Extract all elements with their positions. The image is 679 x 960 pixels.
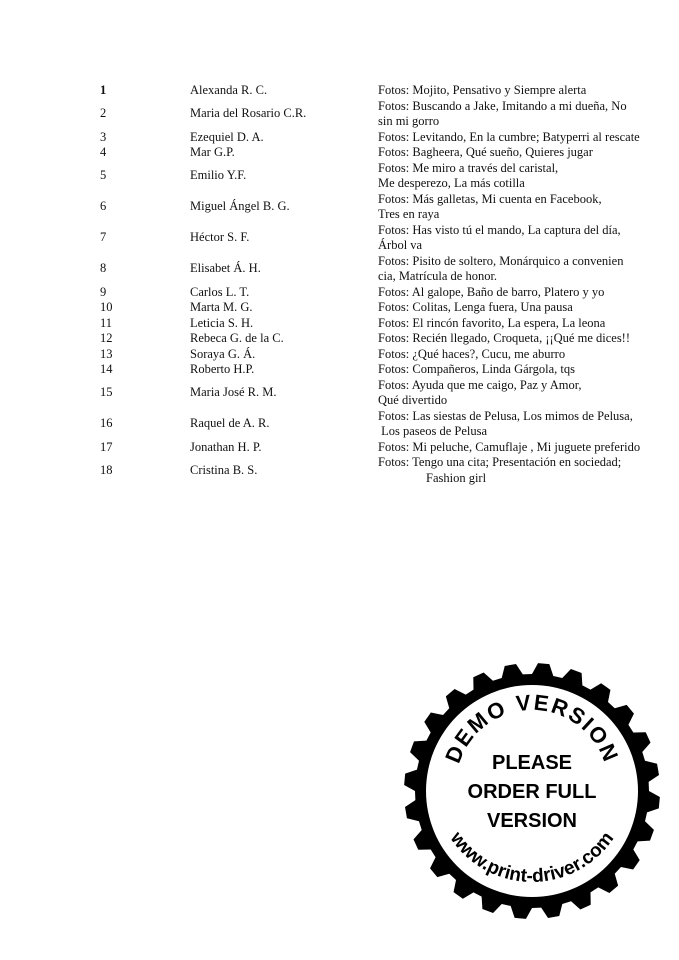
photo-titles-line: Fashion girl [426, 470, 487, 485]
participant-name: Raquel de A. R. [190, 416, 270, 431]
table-row [0, 130, 679, 146]
photo-titles-line: Fotos: Levitando, En la cumbre; Batyperri al rescate [378, 129, 640, 144]
photo-titles-line: cia, Matrícula de honor. [378, 269, 498, 283]
photo-titles [378, 300, 679, 316]
row-number: 7 [100, 230, 107, 245]
demo-version-stamp [404, 656, 660, 926]
table-row [0, 347, 679, 363]
stamp-line-order-full: ORDER FULL [467, 781, 597, 803]
photo-titles-line: Fotos: Las siestas de Pelusa, Los mimos de Pelusa, [378, 408, 633, 423]
photo-titles-line: Fotos: Me miro a través del caristal, [378, 160, 559, 175]
photo-titles-line: Fotos: Compañeros, Linda Gárgola, tqs [378, 362, 575, 376]
row-number: 3 [100, 129, 107, 144]
stamp-line-please: PLEASE [491, 752, 573, 774]
photo-titles-line: Qué divertido [378, 393, 448, 407]
table-row [0, 362, 679, 378]
table-row [0, 99, 679, 130]
table-row [0, 455, 679, 486]
row-number: 17 [100, 439, 113, 454]
row-number: 10 [100, 300, 113, 314]
row-number: 8 [100, 261, 107, 276]
demo-stamp-graphic [404, 656, 660, 926]
table-row [0, 409, 679, 440]
table-row [0, 145, 679, 161]
photo-titles [378, 285, 679, 301]
row-number: 4 [100, 145, 107, 159]
stamp-line-version: VERSION [486, 810, 578, 832]
photo-titles-line: Fotos: Mojito, Pensativo y Siempre alerta [378, 83, 587, 97]
stamp-bottom-arc-path: www.print-driver.com [445, 828, 619, 888]
row-number: 1 [100, 83, 107, 97]
row-number: 13 [100, 346, 113, 361]
photo-titles [378, 316, 679, 332]
photo-titles-line: Fotos: Al galope, Baño de barro, Platero y yo [378, 284, 605, 299]
row-number: 5 [100, 168, 107, 183]
table-row [0, 161, 679, 192]
participant-name: Elisabet Á. H. [190, 261, 261, 276]
table-row [0, 300, 679, 316]
row-number: 14 [100, 362, 113, 376]
participant-name: Héctor S. F. [190, 230, 250, 245]
photo-titles [378, 223, 679, 254]
table-row [0, 285, 679, 301]
stamp-top-arc-path: DEMO VERSION [440, 689, 624, 767]
photo-titles-line: Me desperezo, La más cotilla [378, 176, 525, 190]
photo-titles-line: Fotos: Ayuda que me caigo, Paz y Amor, [378, 377, 582, 392]
photo-titles [378, 409, 679, 440]
row-number: 6 [100, 199, 107, 214]
photo-titles [378, 83, 679, 99]
photo-titles-line: Fotos: El rincón favorito, La espera, La leona [378, 315, 606, 330]
row-number: 9 [100, 284, 107, 299]
table-row [0, 378, 679, 409]
photo-titles [378, 440, 679, 456]
table-row [0, 316, 679, 332]
participant-name: Cristina B. S. [190, 462, 258, 477]
participant-name: Ezequiel D. A. [190, 129, 264, 144]
photo-titles-line: Fotos: Más galletas, Mi cuenta en Facebook, [378, 191, 602, 206]
table-row [0, 192, 679, 223]
participant-name: Carlos L. T. [190, 284, 250, 299]
participant-name: Mar G.P. [190, 145, 235, 159]
photo-titles [378, 99, 679, 130]
photo-titles-line: Los paseos de Pelusa [378, 424, 488, 438]
row-number: 16 [100, 416, 113, 431]
participant-name: Marta M. G. [190, 300, 253, 314]
participant-name: Maria del Rosario C.R. [190, 106, 307, 121]
participant-name: Miguel Ángel B. G. [190, 199, 290, 214]
participants-table-body [0, 83, 679, 486]
photo-titles-line: Fotos: Buscando a Jake, Imitando a mi dueña, No [378, 98, 627, 113]
table-row [0, 440, 679, 456]
photo-titles-line: sin mi gorro [378, 114, 440, 128]
row-number: 12 [100, 331, 113, 345]
participant-name: Leticia S. H. [190, 315, 254, 330]
participants-table [0, 83, 679, 486]
participant-name: Maria José R. M. [190, 385, 277, 400]
photo-titles-line: Fotos: Recién llegado, Croqueta, ¡¡Qué me dices!! [378, 331, 631, 345]
row-number: 18 [100, 462, 113, 477]
photo-titles-line: Fotos: Tengo una cita; Presentación en sociedad; [378, 455, 622, 469]
photo-titles [378, 455, 679, 486]
participant-name: Soraya G. Á. [190, 346, 256, 361]
photo-titles-line: Fotos: Colitas, Lenga fuera, Una pausa [378, 300, 573, 314]
photo-titles [378, 161, 679, 192]
photo-titles-line: Fotos: Mi peluche, Camuflaje , Mi juguete preferido [378, 439, 641, 454]
photo-titles [378, 362, 679, 378]
row-number: 15 [100, 385, 113, 400]
participant-name: Jonathan H. P. [190, 439, 262, 454]
photo-titles-line: Fotos: Has visto tú el mando, La captura del día, [378, 222, 621, 237]
participant-name: Roberto H.P. [190, 362, 255, 376]
photo-titles [378, 331, 679, 347]
photo-titles [378, 347, 679, 363]
photo-titles [378, 145, 679, 161]
photo-titles-line: Fotos: Bagheera, Qué sueño, Quieres jugar [378, 145, 593, 159]
participant-name: Alexanda R. C. [190, 83, 268, 97]
photo-titles [378, 192, 679, 223]
row-number: 2 [100, 106, 107, 121]
photo-titles [378, 254, 679, 285]
photo-titles-line: Fotos: Pisito de soltero, Monárquico a convenien [378, 253, 624, 268]
participant-name: Emilio Y.F. [190, 168, 247, 183]
photo-titles-line: Árbol va [378, 238, 423, 252]
photo-titles [378, 378, 679, 409]
participant-name: Rebeca G. de la C. [190, 331, 284, 345]
table-row [0, 254, 679, 285]
photo-titles-line: Tres en raya [378, 207, 440, 221]
row-number: 11 [100, 315, 113, 330]
table-row [0, 83, 679, 99]
photo-titles [378, 130, 679, 146]
table-row [0, 331, 679, 347]
table-row [0, 223, 679, 254]
photo-titles-line: Fotos: ¿Qué haces?, Cucu, me aburro [378, 346, 566, 361]
